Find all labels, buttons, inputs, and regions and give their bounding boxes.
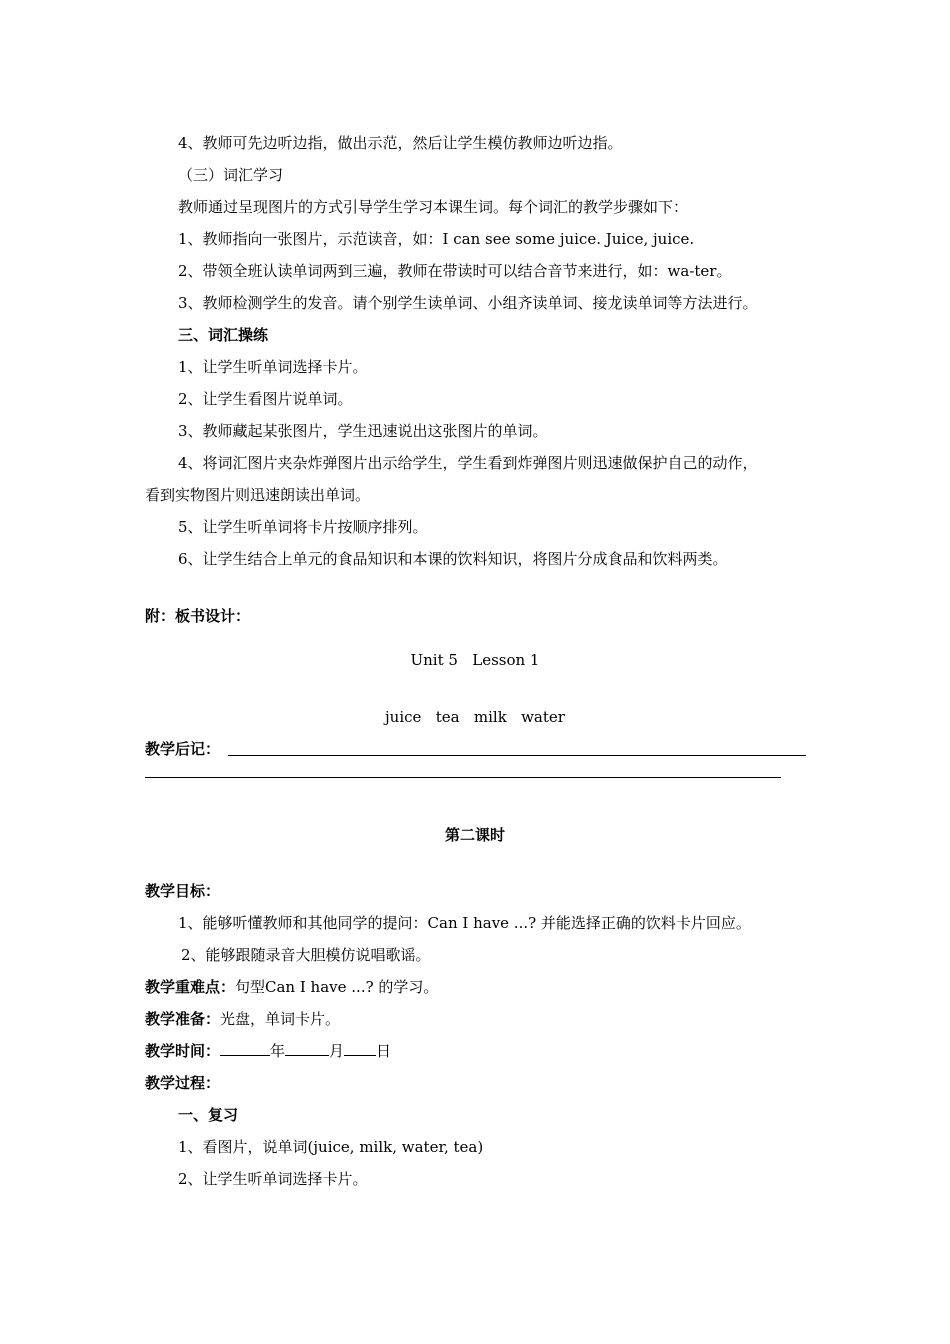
goal-item: 1、能够听懂教师和其他同学的提问：Can I have ...? 并能选择正确的饮料卡片回应。 (178, 914, 751, 932)
reflection-line (228, 755, 806, 756)
board-words: juice tea milk water (385, 708, 565, 726)
reflection-line (145, 777, 781, 778)
list-item: 6、让学生结合上单元的食品知识和本课的饮料知识，将图片分成食品和饮料两类。 (178, 550, 728, 568)
day-label: 日 (376, 1042, 392, 1060)
paragraph-line: 3、教师检测学生的发音。请个别学生读单词、小组齐读单词、接龙读单词等方法进行。 (178, 294, 758, 312)
list-item: 3、教师藏起某张图片，学生迅速说出这张图片的单词。 (178, 422, 548, 440)
day-blank (344, 1041, 376, 1056)
preparation-text: 光盘，单词卡片。 (220, 1010, 341, 1028)
review-item: 1、看图片，说单词(juice, milk, water, tea) (178, 1138, 484, 1156)
year-blank (220, 1041, 270, 1056)
section-heading-vocab-practice: 三、词汇操练 (178, 326, 269, 344)
key-points-label: 教学重难点： (145, 978, 236, 996)
key-points-text: 句型Can I have ...? 的学习。 (235, 978, 439, 996)
month-blank (285, 1041, 329, 1056)
list-item: 4、将词汇图片夹杂炸弹图片出示给学生，学生看到炸弹图片则迅速做保护自己的动作， (178, 454, 758, 472)
preparation-label: 教学准备： (145, 1010, 221, 1028)
list-item: 1、让学生听单词选择卡片。 (178, 358, 368, 376)
goal-item: 2、能够跟随录音大胆模仿说唱歌谣。 (181, 946, 431, 964)
board-title: Unit 5 Lesson 1 (410, 651, 540, 669)
paragraph-line: 1、教师指向一张图片，示范读音，如：I can see some juice. Juice, juice. (178, 230, 695, 248)
review-heading: 一、复习 (178, 1106, 239, 1124)
paragraph-line: 4、教师可先边听边指，做出示范，然后让学生模仿教师边听边指。 (178, 134, 623, 152)
board-design-heading: 附：板书设计： (145, 607, 251, 625)
list-item: 2、让学生看图片说单词。 (178, 390, 353, 408)
year-label: 年 (270, 1042, 286, 1060)
reflection-label: 教学后记： (145, 740, 221, 758)
teaching-time-row (145, 1041, 391, 1061)
process-label: 教学过程： (145, 1074, 221, 1092)
goals-label: 教学目标： (145, 882, 221, 900)
paragraph-line: 教师通过呈现图片的方式引导学生学习本课生词。每个词汇的教学步骤如下： (178, 198, 689, 216)
month-label: 月 (329, 1042, 345, 1060)
key-points-row (145, 977, 438, 997)
list-item: 5、让学生听单词将卡片按顺序排列。 (178, 518, 428, 536)
preparation-row (145, 1009, 340, 1029)
teaching-time-label: 教学时间： (145, 1042, 221, 1060)
paragraph-line: 2、带领全班认读单词两到三遍，教师在带读时可以结合音节来进行，如：wa-ter。 (178, 262, 732, 280)
lesson-title: 第二课时 (444, 826, 505, 844)
section-heading-vocab-study: （三）词汇学习 (178, 166, 284, 184)
review-item: 2、让学生听单词选择卡片。 (178, 1170, 368, 1188)
list-item-continuation: 看到实物图片则迅速朗读出单词。 (145, 486, 371, 504)
